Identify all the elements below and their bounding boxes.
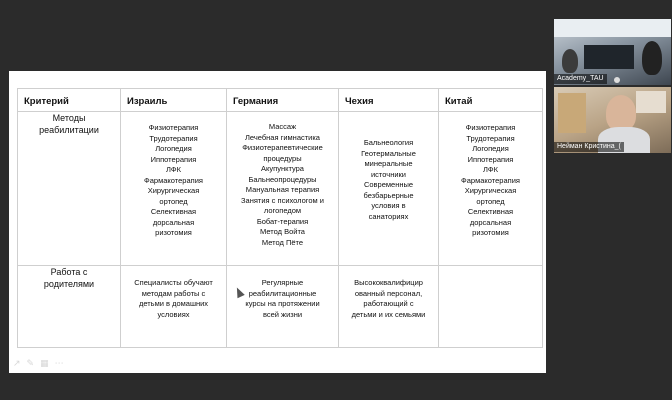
cell-israel-methods	[121, 112, 227, 266]
list-item: Физиотерапия	[148, 123, 199, 132]
list-item: Занятия с психологом и логопедом	[241, 195, 324, 215]
list-item: Метод Войта	[260, 227, 305, 236]
criterion-methods: Методы реабилитации	[18, 112, 121, 266]
list-item: Лечебная гимнастика	[245, 132, 320, 142]
door	[558, 93, 586, 133]
list-item: Бобат-терапия	[256, 216, 309, 226]
list-item: Хирургическая ортопед	[464, 186, 517, 206]
header-czech: Чехия	[339, 89, 439, 112]
list-item: Хирургическая ортопед	[147, 186, 200, 206]
participant-person	[562, 49, 578, 73]
more-icon[interactable]: ⋯	[54, 358, 64, 368]
list-item: Фармакотерапия	[461, 175, 520, 185]
participant-person	[642, 41, 662, 75]
list-item: Метод Пёте	[261, 237, 304, 247]
header-criterion: Критерий	[18, 89, 121, 112]
header-germany: Германия	[227, 89, 339, 112]
list-item: Мануальная терапия	[245, 185, 320, 194]
criterion-parents: Работа с родителями	[18, 266, 121, 348]
participant-name: Нейман Кристина_(	[554, 142, 624, 152]
list-item: Селективная дорсальная ризотомия	[150, 207, 197, 237]
list-item: Логопедия	[155, 144, 192, 153]
participant-video-kristina[interactable]	[554, 87, 671, 153]
list-item: Трудотерапия	[149, 133, 198, 143]
monitor	[584, 45, 634, 69]
cell-czech-parents: Высококвалифицир ованный персонал, работающий с детьми и их семьями	[339, 266, 439, 348]
list-item: Фармакотерапия	[144, 175, 203, 185]
mic-status-icon	[614, 77, 620, 83]
list-item: Геотермальные минеральные источники	[361, 148, 416, 179]
cell-germany-methods	[227, 112, 339, 266]
presentation-slide	[9, 71, 546, 373]
header-china: Китай	[439, 89, 543, 112]
list-item: Физиотерапия	[465, 123, 516, 132]
cell-germany-parents: Регулярные реабилитационные курсы на протяжении всей жизни	[227, 266, 339, 348]
table-header-row	[18, 89, 543, 112]
list-item: ЛФК	[166, 165, 181, 174]
participant-name: Academy_TAU	[554, 74, 607, 84]
list-item: Современные безбарьерные условия в санаториях	[363, 180, 414, 221]
comparison-table	[17, 88, 543, 348]
cell-china-methods	[439, 112, 543, 266]
participant-video-academy[interactable]	[554, 19, 671, 85]
list-item: Бальнеология	[363, 138, 414, 147]
list-item: Селективная дорсальная ризотомия	[467, 207, 514, 237]
pointer-icon[interactable]: ↗	[13, 358, 21, 368]
list-item: Иппотерапия	[150, 154, 197, 164]
list-item: Трудотерапия	[466, 133, 515, 143]
list-item: Логопедия	[472, 144, 509, 153]
list-item: Массаж	[268, 122, 297, 131]
list-item: Физиотерапевтические процедуры	[242, 143, 323, 163]
ceiling-light	[554, 19, 671, 37]
wall-picture	[636, 91, 666, 113]
pen-icon[interactable]: ✎	[26, 358, 35, 368]
slides-icon[interactable]: ▦	[40, 358, 49, 368]
cell-israel-parents: Специалисты обучают методам работы с детьми в домашних условиях	[121, 266, 227, 348]
list-item: Акупунктура	[261, 164, 304, 173]
table-row	[18, 112, 543, 266]
list-item: Иппотерапия	[467, 154, 514, 164]
cell-czech-methods	[339, 112, 439, 266]
list-item: Бальнеопроцедуры	[248, 174, 317, 184]
participant-face	[606, 95, 636, 131]
slide-toolbar	[13, 357, 64, 369]
cell-china-parents	[439, 266, 543, 348]
table-row	[18, 266, 543, 348]
header-israel: Израиль	[121, 89, 227, 112]
list-item: ЛФК	[483, 165, 498, 174]
